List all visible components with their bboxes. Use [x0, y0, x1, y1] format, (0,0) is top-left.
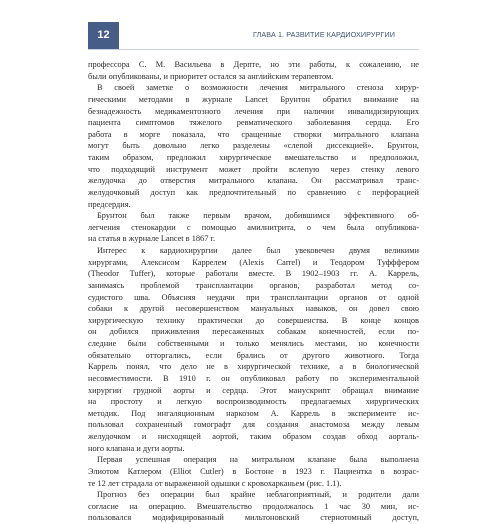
text-line: пользовался модифицированный мильтоновский стернотомный доступ,: [88, 513, 419, 523]
text-line: те 12 лет страдала от выраженной одышки с кровохарканьем (рис. 1.1).: [88, 478, 342, 488]
text-line: хирургии грудной аорты и сердца. Этот манускрипт обращал внимание: [88, 385, 419, 395]
text-line: гическими методами в журнале Lancet Брунтон обратил внимание на: [88, 94, 419, 104]
text-line: безнадежность медикаментозного лечения при наличии инвалидизирующих: [88, 106, 419, 116]
text-line: предсердия.: [88, 199, 131, 209]
text-line: В своей заметке о возможности лечения митрального стеноза хирур-: [97, 83, 419, 93]
body-text: [88, 59, 419, 524]
page-header: [88, 22, 419, 50]
text-line: работа в морге показала, что сращенные створки митрального клапана: [88, 129, 419, 139]
text-line: хирургическую технику практически до совершенства. В конце концов: [88, 315, 419, 325]
text-line: обязательно отторгались, если брались от другого животного. Тогда: [88, 350, 419, 360]
text-line: несовместимости. В 1910 г. он опубликовал работу по экспериментальной: [88, 373, 419, 383]
page-number: 12: [88, 22, 119, 49]
text-line: собаки к другой несовершенством мануальных навыков, он довел свою: [88, 304, 419, 314]
text-line: желудочковый доступ как предпочтительный по сравнению с перфорацией: [88, 187, 419, 197]
text-line: профессора С. М. Васильева в Дерпте, но эти работы, к сожалению, не: [88, 60, 419, 69]
text-line: на простоту и легкую воспроизводимость предлагаемых хирургических: [88, 397, 419, 407]
text-line: хирургами, Алексисом Каррелем (Alexis Carrel) и Теодором Туфффером: [88, 257, 419, 267]
text-line: Интерес к кардиохирургии далее был увековечен двумя великими: [97, 246, 419, 255]
text-line: он добился приживления пересаженных собакам конечностей, если по-: [88, 327, 419, 337]
text-line: согласие на операцию. Вмешательство продолжалось 1 час 30 мин, ис-: [88, 501, 419, 511]
text-line: (Theodor Tuffer), которые работали вместе. В 1902–1903 гг. А. Каррель,: [88, 269, 419, 279]
paragraph: [88, 82, 419, 210]
text-line: таким образом, предложил хирургическое вмешательство и предположил,: [88, 153, 419, 162]
text-line: ного клапана и дуги аорты.: [88, 443, 185, 453]
text-line: Каррель понял, что дело не в хирургической технике, а в биологической: [88, 362, 419, 372]
chapter-title: ГЛАВА 1. РАЗВИТИЕ КАРДИОХИРУРГИИ: [253, 30, 395, 39]
paragraph: [88, 210, 419, 245]
text-line: желудочком и нисходящей аортой, таким образом создав обход аорталь-: [88, 432, 419, 441]
paragraph: [88, 59, 419, 82]
text-line: Брунтон был также первым врачом, добившимся эффективного об-: [97, 211, 419, 221]
text-line: пациента симптомов тяжелого ревматического заболевания сердца. Его: [88, 118, 419, 128]
text-line: были опубликованы, и приоритет остался за английским терапевтом.: [88, 71, 334, 81]
text-line: Элиотом Катлером (Elliot Cutler) в Бостоне в 1923 г. Пациентка в возрас-: [88, 466, 419, 476]
text-line: следние были собственными и только менялись местами, но конечности: [88, 339, 419, 348]
text-line: желудочка до отверстия митрального клапана. Он рассматривал транс-: [88, 176, 419, 186]
text-line: на статья в журнале Lancet в 1867 г.: [88, 234, 216, 244]
text-line: пользовал сохраненный гомографт для создания анастомоза между левым: [88, 420, 419, 430]
paragraph: [88, 454, 419, 524]
text-line: могут быть довольно легко разделены «слепой диссекцией». Брунтон,: [88, 141, 419, 151]
text-line: Прогноз без операции был крайне неблагоприятный, и родители дали: [97, 490, 419, 500]
paragraph: [88, 245, 419, 454]
text-line: судистого шва. Объясняя неудачи при трансплантации органов от одной: [88, 292, 419, 302]
text-line: что подходящий инструмент может пройти вслепую через стенку левого: [88, 164, 419, 174]
text-line: занимаясь проблемой трансплантации органов, разработал метод со-: [88, 280, 419, 290]
text-line: легчения стенокардии с помощью амилнитрита, о чем была опубликова-: [88, 222, 419, 232]
text-line: методик. Под ингаляционным наркозом А. Каррель в эксперименте ис-: [88, 408, 419, 418]
text-line: Первая успешная операция на митральном клапане была выполнена: [97, 455, 419, 465]
